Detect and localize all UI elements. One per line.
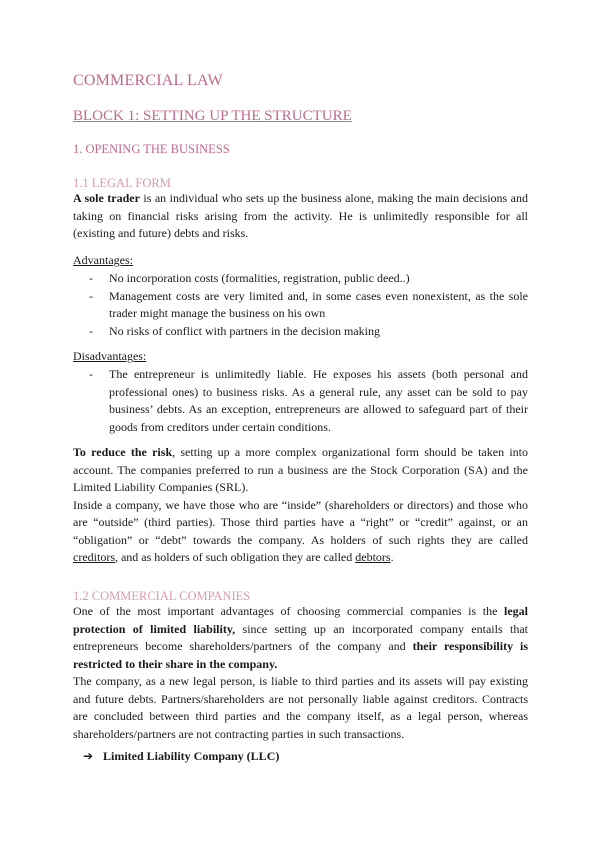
disadvantages-label: Disadvantages:	[73, 349, 147, 363]
commercial-companies-heading: 1.2 COMMERCIAL COMPANIES	[73, 589, 251, 603]
list-item: - No incorporation costs (formalities, registration, public deed..)	[89, 271, 410, 285]
disadvantages-list	[73, 366, 528, 436]
llc-subheading: ➔ Limited Liability Company (LLC)	[83, 749, 280, 763]
reduce-risk-paragraph: To reduce the risk, setting up a more complex organizational form should be taken into account. The companies preferred to run a business are the Stock Corporation (SA) and the Limited Liability Companies (SRL). Inside a company, we have those who are “inside” (shareholders or directors) and those who are “outside” (third parties). Those third parties have a “right” or “credit” against, or an “obligation” or “debt” towards the company. As holders of such rights they are called creditors, and as holders of such obligation they are called debtors.	[73, 445, 529, 564]
list-item: - No risks of conflict with partners in the decision making	[89, 323, 380, 338]
creditors-term: creditors	[73, 550, 115, 564]
document-title: COMMERCIAL LAW	[73, 72, 223, 89]
debtors-term: debtors	[355, 550, 391, 564]
legal-form-heading: 1.1 LEGAL FORM	[73, 176, 171, 190]
sole-trader-paragraph	[73, 190, 528, 243]
arrow-right-icon: ➔	[83, 749, 94, 763]
advantages-label: Advantages:	[73, 253, 133, 267]
advantages-list	[73, 270, 528, 340]
section-title: 1. OPENING THE BUSINESS	[73, 142, 230, 156]
sole-trader-term: A sole trader	[73, 191, 140, 205]
block-title: BLOCK 1: SETTING UP THE STRUCTURE	[73, 108, 352, 124]
list-item: - The entrepreneur is unlimitedly liable. He exposes his assets (both personal and professional ones) to business risks. As a general rule, any asset can be sold to pay business’ debts. As an exception, entrepreneurs are allowed to safeguard part of their goods from creditors under certain conditions.	[89, 367, 528, 434]
sole-trader-definition: is an individual who sets up the business alone, making the main decisions and taking on financial risks arising from the activity. He is unlimitedly responsible for all (existing and future) debts and risks.	[73, 191, 529, 240]
limited-liability-paragraph: One of the most important advantages of choosing commercial companies is the legal protection of limited liability, since setting up an incorporated company entails that entrepreneurs become shareholders/partners of the company and their responsibility is restricted to their share in the company. The company, as a new legal person, is liable to third parties and its assets will pay existing and future debts. Partners/shareholders are not personally liable against creditors. Contracts are concluded between third parties and the company itself, as a legal person, whereas shareholders/partners are not contracting parties in such transactions.	[73, 604, 528, 741]
list-item: - Management costs are very limited and, in some cases even nonexistent, as the sole trader might manage the business on his own	[89, 288, 528, 320]
reduce-risk-term: To reduce the risk	[73, 445, 173, 459]
